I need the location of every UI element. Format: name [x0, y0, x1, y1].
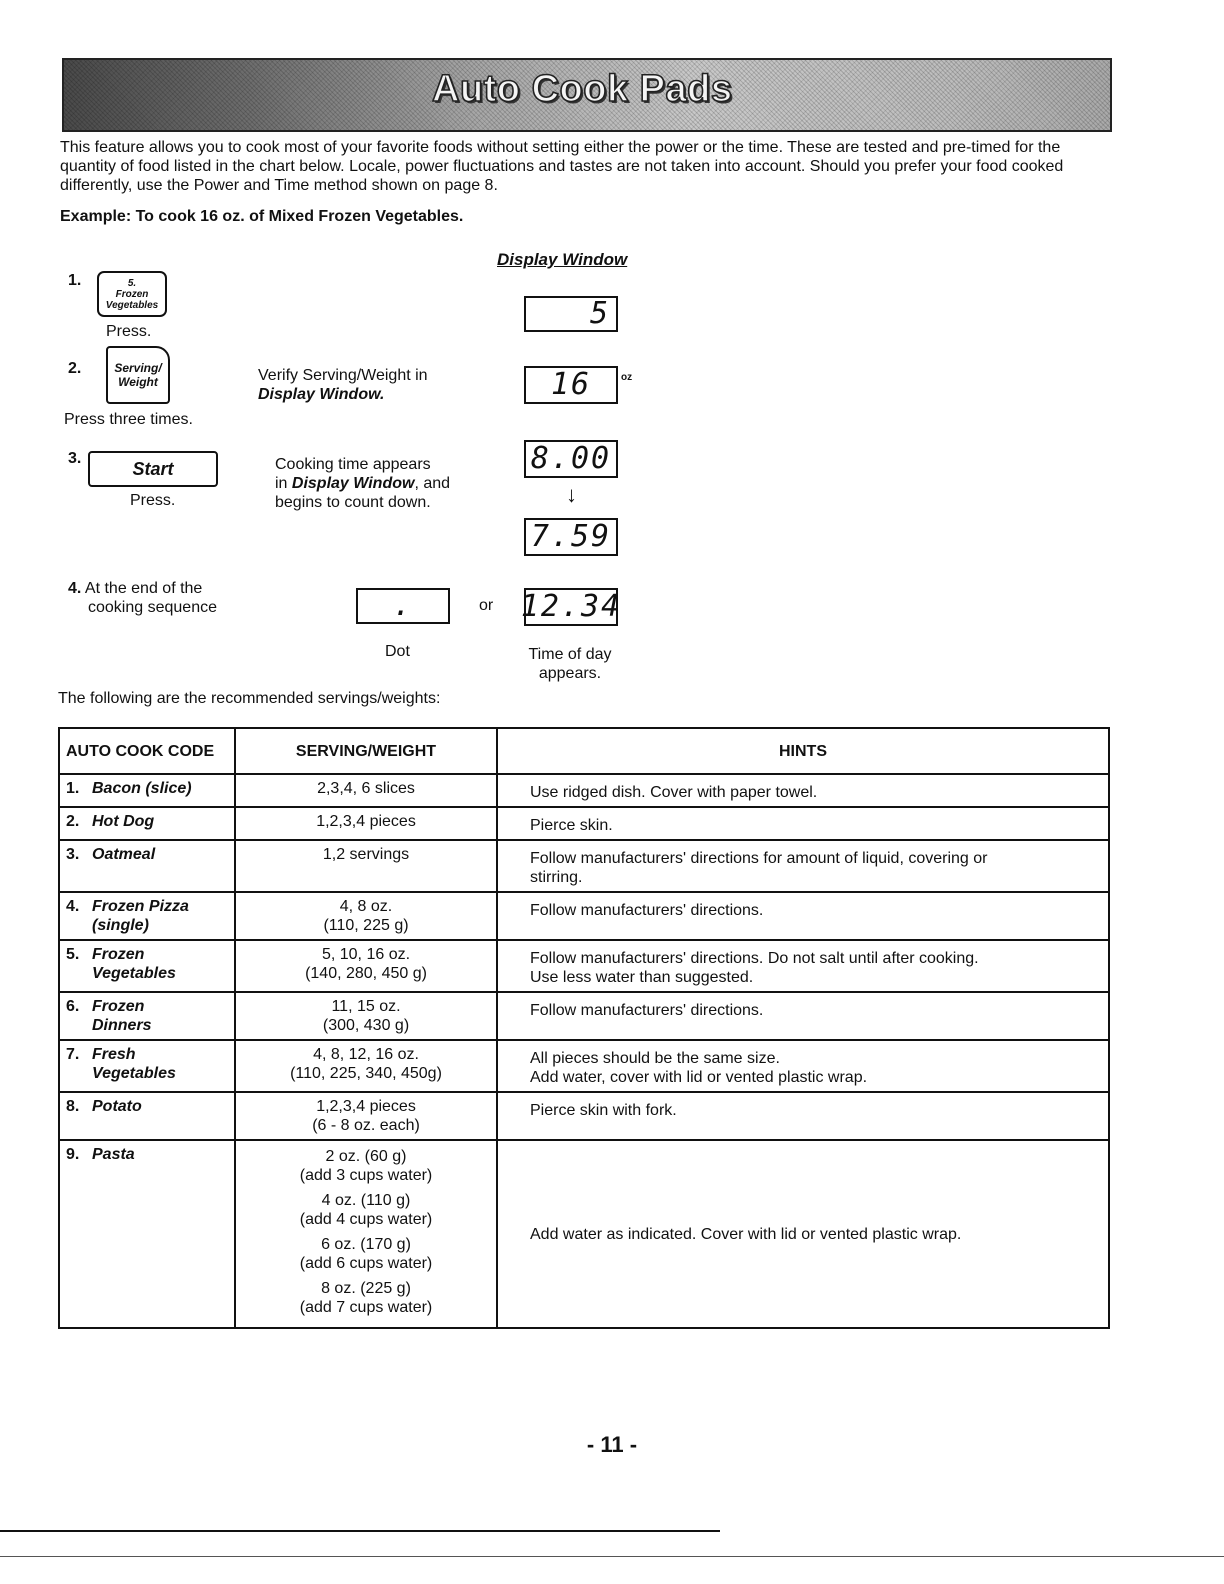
serving-weight-cell	[235, 992, 497, 1040]
serving-weight-line: 1,2,3,4 pieces	[316, 1098, 416, 1115]
step-4-number: 4.	[68, 580, 82, 597]
time-of-day-display: 12.34	[520, 589, 622, 624]
step-3-desc-line2c: , and	[414, 475, 451, 492]
step-1-number: 1.	[68, 272, 82, 289]
hint-line: Add water, cover with lid or vented plastic wrap.	[530, 1069, 868, 1086]
code-number: 7.	[66, 1046, 80, 1063]
auto-cook-code-cell	[59, 1040, 235, 1092]
table-row	[59, 940, 1109, 992]
hint-cell	[497, 840, 1109, 892]
code-number: 1.	[66, 780, 80, 797]
frozen-vegetables-key-number: 5.	[127, 277, 137, 289]
start-key[interactable]: Start	[88, 451, 218, 487]
or-label: or	[479, 597, 494, 614]
hint-line: Follow manufacturers' directions.	[530, 1002, 764, 1019]
code-name: Frozen Pizza	[92, 898, 189, 915]
dot-label: Dot	[385, 643, 410, 660]
step-1-caption: Press.	[106, 323, 152, 340]
step-2-desc-line2: Display Window.	[258, 386, 385, 403]
table-row	[59, 840, 1109, 892]
pasta-serving-3: 6 oz. (170 g) (add 6 cups water)	[299, 1236, 433, 1272]
table-row	[59, 1092, 1109, 1140]
hint-cell	[497, 1092, 1109, 1140]
hint-line: stirring.	[530, 869, 583, 886]
serving-weight-line: (6 - 8 oz. each)	[312, 1117, 420, 1134]
table-row-pasta	[59, 1140, 1109, 1328]
serving-weight-line: (140, 280, 450 g)	[305, 965, 427, 982]
display-step-2: 16	[524, 366, 618, 404]
hint-line: Pierce skin with fork.	[530, 1102, 677, 1119]
code-name: Potato	[92, 1098, 142, 1115]
serving-weight-line: 2,3,4, 6 slices	[317, 780, 415, 797]
header-hints: HINTS	[497, 728, 1109, 774]
pasta-serving-4: 8 oz. (225 g) (add 7 cups water)	[299, 1280, 433, 1316]
step-3-desc-line2b: Display Window	[291, 475, 415, 492]
code-name: Frozen	[92, 998, 145, 1015]
step-4-line1: At the end of the	[84, 580, 203, 597]
code-name-line2: Vegetables	[92, 1065, 176, 1082]
table-row	[59, 807, 1109, 840]
code-name-line2: (single)	[92, 917, 149, 934]
table-row	[59, 1040, 1109, 1092]
title-banner	[62, 58, 1112, 132]
bottom-rule	[0, 1530, 720, 1532]
serving-weight-line: 4, 8, 12, 16 oz.	[313, 1046, 419, 1063]
pasta-code-name: Pasta	[92, 1146, 135, 1163]
auto-cook-code-cell	[59, 992, 235, 1040]
serving-weight-line: (110, 225 g)	[323, 917, 409, 934]
serving-weight-cell	[235, 892, 497, 940]
frozen-vegetables-key-label2: Vegetables	[105, 299, 159, 311]
step-3-desc-line2	[275, 474, 450, 493]
intro-paragraph: This feature allows you to cook most of your favorite foods without setting either the power or the time. These are tested and pre-timed for the quantity of food listed in the chart below. Locale, power fluctuations and tastes are not taken into account. Should you prefer your food cooked differently, use the Power and Time method shown on page 8.	[60, 139, 1064, 194]
code-number: 6.	[66, 998, 80, 1015]
recommended-intro: The following are the recommended servings/weights:	[58, 690, 441, 707]
pasta-serving-cell	[235, 1140, 497, 1328]
pasta-code-number: 9.	[66, 1146, 80, 1163]
code-name: Frozen	[92, 946, 145, 963]
display-step-1: 5	[524, 296, 618, 332]
hint-line: Use ridged dish. Cover with paper towel.	[530, 784, 818, 801]
serving-weight-cell	[235, 774, 497, 807]
serving-weight-cell	[235, 1092, 497, 1140]
code-name-line2: Dinners	[92, 1017, 152, 1034]
step-2-description	[258, 366, 428, 404]
step-3-description	[275, 455, 450, 512]
bottom-rule-thin	[0, 1556, 1224, 1557]
pasta-serving-1: 2 oz. (60 g) (add 3 cups water)	[299, 1148, 433, 1184]
step-3-desc-line1: Cooking time appears	[275, 456, 431, 473]
table-row	[59, 992, 1109, 1040]
serving-weight-cell	[235, 807, 497, 840]
frozen-vegetables-key[interactable]	[97, 271, 167, 317]
display-step-2-unit: oz	[621, 372, 633, 383]
serving-weight-key-label: Serving/	[114, 361, 162, 375]
hint-cell	[497, 774, 1109, 807]
code-number: 5.	[66, 946, 80, 963]
auto-cook-code-cell	[59, 774, 235, 807]
hint-line: Follow manufacturers' directions.	[530, 902, 764, 919]
step-2-desc-line1: Verify Serving/Weight in	[258, 367, 428, 384]
display-step-3-start: 8.00	[524, 440, 618, 478]
example-heading: Example: To cook 16 oz. of Mixed Frozen Vegetables.	[60, 208, 464, 225]
step-4-text	[68, 579, 217, 617]
header-serving-weight: SERVING/WEIGHT	[235, 728, 497, 774]
display-window-heading: Display Window	[497, 250, 628, 269]
auto-cook-table	[58, 727, 1110, 1329]
code-number: 4.	[66, 898, 80, 915]
table-row	[59, 892, 1109, 940]
time-of-day-label-line1: Time of day	[528, 646, 612, 663]
step-3-caption: Press.	[130, 492, 176, 509]
hint-cell	[497, 940, 1109, 992]
time-of-day-label-line2: appears.	[538, 665, 602, 682]
hint-cell	[497, 992, 1109, 1040]
page-number: - 11 -	[586, 1432, 638, 1457]
hint-cell	[497, 1040, 1109, 1092]
serving-weight-line: (110, 225, 340, 450g)	[290, 1065, 442, 1082]
auto-cook-code-cell	[59, 807, 235, 840]
code-name-line2: Vegetables	[92, 965, 176, 982]
serving-weight-line: 1,2 servings	[322, 846, 410, 863]
display-step-3-end: 7.59	[524, 518, 618, 556]
code-name: Hot Dog	[92, 813, 155, 830]
time-of-day-label	[520, 645, 620, 683]
frozen-vegetables-key-label: Frozen	[115, 288, 149, 300]
step-2-caption: Press three times.	[64, 411, 193, 428]
hint-line: Pierce skin.	[530, 817, 613, 834]
table-row	[59, 774, 1109, 807]
pasta-code-cell	[59, 1140, 235, 1328]
serving-weight-line: 5, 10, 16 oz.	[321, 946, 411, 963]
code-name: Fresh	[92, 1046, 136, 1063]
pasta-serving-2: 4 oz. (110 g) (add 4 cups water)	[299, 1192, 433, 1228]
serving-weight-line: 11, 15 oz.	[331, 998, 401, 1015]
serving-weight-key[interactable]	[106, 346, 170, 404]
serving-weight-cell	[235, 940, 497, 992]
auto-cook-code-cell	[59, 940, 235, 992]
hint-line: All pieces should be the same size.	[530, 1050, 780, 1067]
serving-weight-line: 1,2,3,4 pieces	[316, 813, 416, 830]
page-title: Auto Cook Pads	[432, 68, 733, 110]
hint-line: Use less water than suggested.	[530, 969, 754, 986]
code-number: 2.	[66, 813, 80, 830]
step-3-desc-line3: begins to count down.	[275, 494, 431, 511]
auto-cook-code-cell	[59, 840, 235, 892]
step-3-desc-line2a: in	[275, 475, 292, 492]
step-3-number: 3.	[68, 450, 82, 467]
serving-weight-line: (300, 430 g)	[322, 1017, 410, 1034]
hint-line: Follow manufacturers' directions for amount of liquid, covering or	[530, 850, 988, 867]
serving-weight-key-label2: Weight	[118, 375, 158, 389]
code-number: 3.	[66, 846, 80, 863]
hint-line: Follow manufacturers' directions. Do not salt until after cooking.	[530, 950, 979, 967]
serving-weight-line: 4, 8 oz.	[339, 898, 393, 915]
pasta-hint-cell: Add water as indicated. Cover with lid or vented plastic wrap.	[497, 1140, 1109, 1328]
table-header-row	[59, 728, 1109, 774]
hint-cell	[497, 892, 1109, 940]
header-auto-cook-code: AUTO COOK CODE	[59, 728, 235, 774]
step-2-number: 2.	[68, 360, 82, 377]
code-name: Oatmeal	[92, 846, 156, 863]
countdown-arrow-icon: ↓	[566, 482, 577, 507]
code-number: 8.	[66, 1098, 80, 1115]
step-4-line2: cooking sequence	[88, 599, 217, 616]
serving-weight-cell	[235, 1040, 497, 1092]
auto-cook-code-cell	[59, 892, 235, 940]
auto-cook-code-cell	[59, 1092, 235, 1140]
dot-display: .	[356, 588, 450, 624]
hint-cell	[497, 807, 1109, 840]
code-name: Bacon (slice)	[92, 780, 192, 797]
serving-weight-cell	[235, 840, 497, 892]
